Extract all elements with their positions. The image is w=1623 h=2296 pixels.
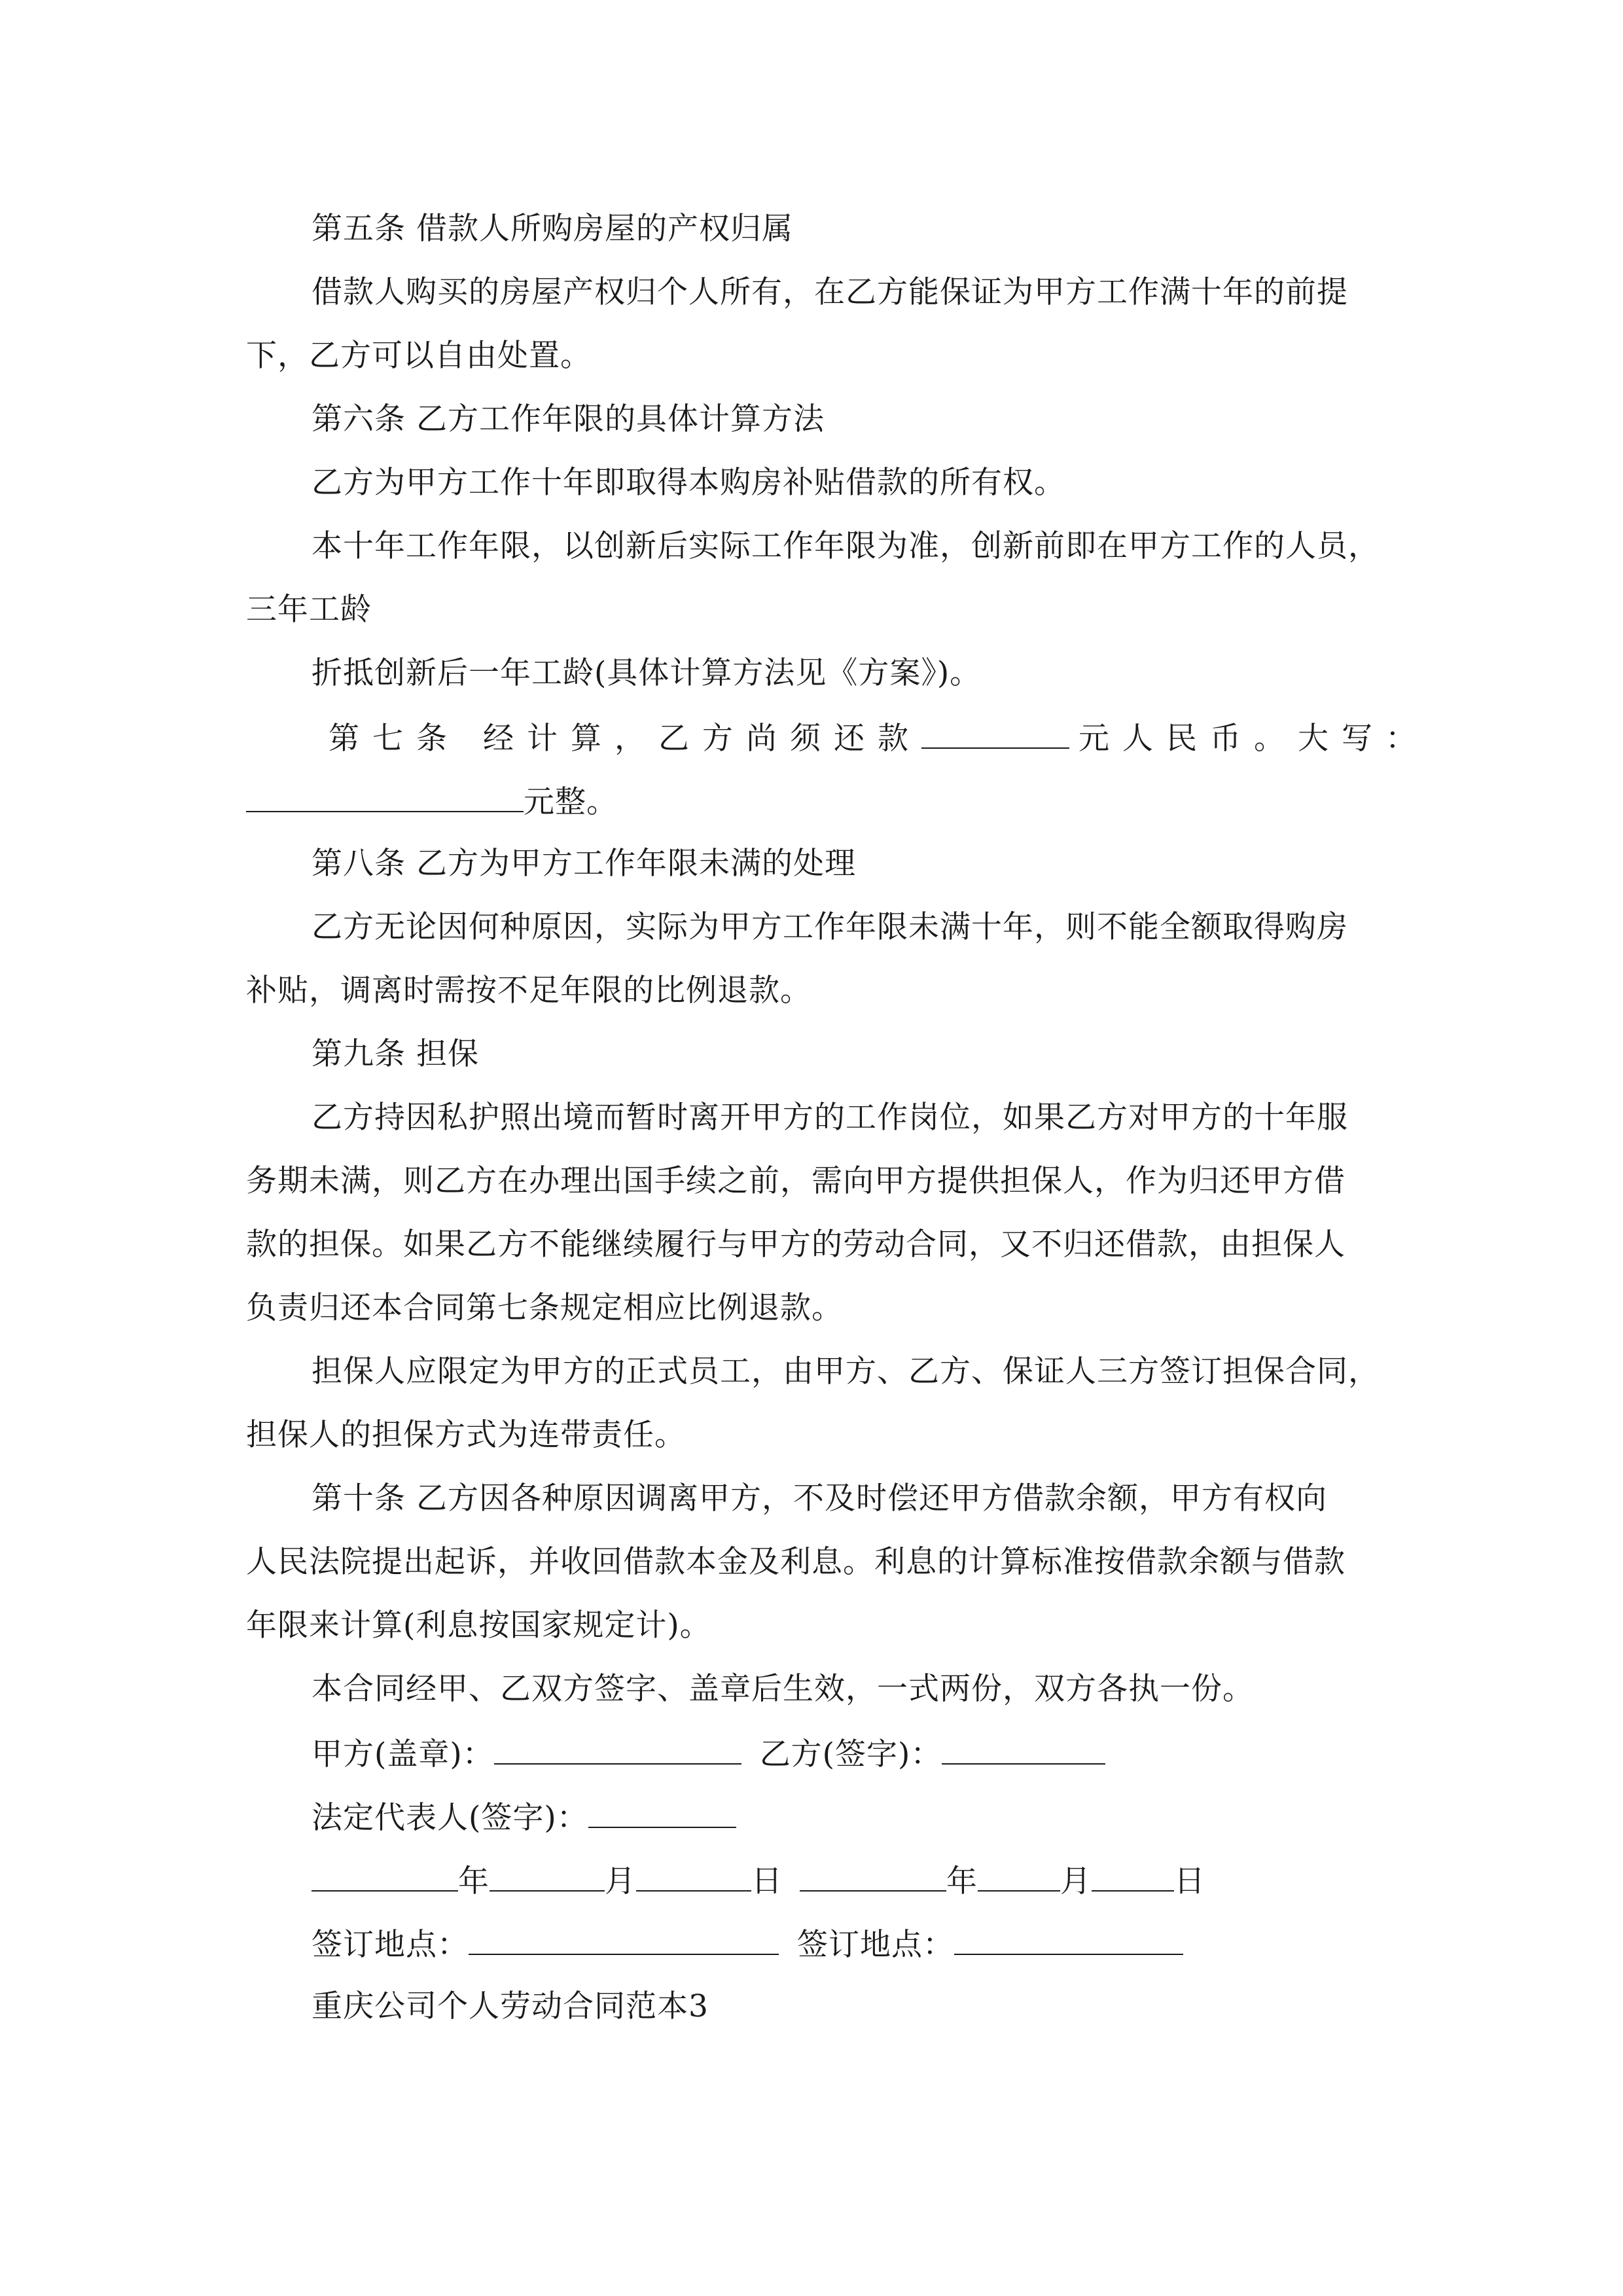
- article-6-text-3: 折抵创新后一年工龄(具体计算方法见《方案》)。: [312, 655, 982, 691]
- party-b-sign-place-blank: [954, 1924, 1183, 1955]
- article-8-text-line-1: 乙方无论因何种原因，实际为甲方工作年限未满十年，则不能全额取得购房: [312, 909, 1348, 945]
- article-8-text-line-2: 补贴，调离时需按不足年限的比例退款。: [246, 973, 812, 1009]
- party-a-month-label: 月: [605, 1863, 636, 1899]
- article-5-text-line-1: 借款人购买的房屋产权归个人所有，在乙方能保证为甲方工作满十年的前提: [312, 274, 1348, 310]
- article-5-title: 第五条 借款人所购房屋的产权归属: [312, 211, 793, 247]
- party-a-day-label: 日: [751, 1863, 783, 1899]
- article-10-line-1: 第十条 乙方因各种原因调离甲方，不及时偿还甲方借款余额，甲方有权向: [312, 1480, 1327, 1516]
- article-7-line-1: [329, 717, 1429, 759]
- article-9-text-1-line-3: 款的担保。如果乙方不能继续履行与甲方的劳动合同，又不归还借款，由担保人: [246, 1227, 1346, 1263]
- party-a-sign-place-blank: [469, 1924, 779, 1955]
- article-5-text-line-2: 下，乙方可以自由处置。: [246, 338, 592, 374]
- article-9-text-2-line-2: 担保人的担保方式为连带责任。: [246, 1417, 686, 1453]
- article-9-text-1-line-2: 务期未满，则乙方在办理出国手续之前，需向甲方提供担保人，作为归还甲方借: [246, 1163, 1346, 1199]
- article-9-text-1-line-1: 乙方持因私护照出境而暂时离开甲方的工作岗位，如果乙方对甲方的十年服: [312, 1100, 1348, 1136]
- repayment-amount-blank: [921, 717, 1069, 749]
- article-7-text-c: 元整。: [524, 784, 618, 820]
- party-b-month-blank: [978, 1860, 1060, 1892]
- party-b-year-blank: [800, 1860, 946, 1892]
- party-a-month-blank: [490, 1860, 605, 1892]
- article-7-text-a: 第七条 经计算，乙方尚须还款: [329, 721, 921, 757]
- amount-in-words-blank: [246, 781, 524, 812]
- article-9-text-2-line-1: 担保人应限定为甲方的正式员工，由甲方、乙方、保证人三方签订担保合同，: [312, 1354, 1380, 1390]
- party-b-sign-blank: [942, 1733, 1105, 1765]
- party-a-day-blank: [636, 1860, 751, 1892]
- article-10-line-3: 年限来计算(利息按国家规定计)。: [246, 1607, 711, 1643]
- sign-place-line: [312, 1924, 1183, 1965]
- party-a-year-blank: [312, 1860, 458, 1892]
- signature-line-legal-rep: [312, 1797, 736, 1838]
- signature-date-line: [312, 1860, 1205, 1901]
- article-7-line-2: [246, 781, 618, 822]
- party-b-day-blank: [1092, 1860, 1174, 1892]
- next-document-title: 重庆公司个人劳动合同范本3: [312, 1988, 709, 2024]
- article-6-text-2-line-2: 三年工龄: [246, 592, 372, 628]
- party-a-seal-label: 甲方(盖章)：: [312, 1736, 494, 1772]
- article-7-text-b: 元人民币。大写：: [1078, 721, 1429, 757]
- party-b-sign-place-label: 签订地点：: [797, 1927, 954, 1963]
- party-b-sign-label: 乙方(签字)：: [759, 1736, 942, 1772]
- article-6-text-2-line-1: 本十年工作年限，以创新后实际工作年限为准，创新前即在甲方工作的人员，: [312, 528, 1380, 564]
- party-b-year-label: 年: [946, 1863, 978, 1899]
- article-8-title: 第八条 乙方为甲方工作年限未满的处理: [312, 846, 856, 882]
- effect-clause: 本合同经甲、乙双方签字、盖章后生效，一式两份，双方各执一份。: [312, 1671, 1254, 1707]
- article-9-text-1-line-4: 负责归还本合同第七条规定相应比例退款。: [246, 1290, 843, 1326]
- article-6-title: 第六条 乙方工作年限的具体计算方法: [312, 401, 825, 437]
- article-6-text-1: 乙方为甲方工作十年即取得本购房补贴借款的所有权。: [312, 465, 1065, 501]
- party-a-seal-blank: [494, 1733, 741, 1765]
- party-a-year-label: 年: [458, 1863, 490, 1899]
- article-9-title: 第九条 担保: [312, 1036, 479, 1072]
- party-b-day-label: 日: [1174, 1863, 1205, 1899]
- signature-line-parties: [312, 1733, 1105, 1774]
- party-a-sign-place-label: 签订地点：: [312, 1927, 469, 1963]
- legal-rep-blank: [588, 1797, 736, 1828]
- article-10-line-2: 人民法院提出起诉，并收回借款本金及利息。利息的计算标准按借款余额与借款: [246, 1544, 1346, 1580]
- legal-rep-label: 法定代表人(签字)：: [312, 1800, 588, 1836]
- party-b-month-label: 月: [1060, 1863, 1092, 1899]
